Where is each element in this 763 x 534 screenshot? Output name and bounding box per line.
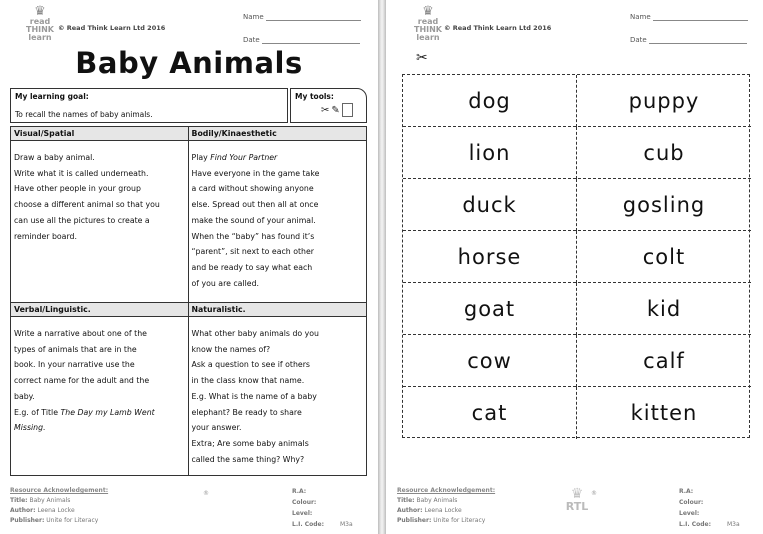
visual-spatial-heading: Visual/Spatial [11,127,188,141]
naturalistic-text: What other baby animals do you know the names of? Ask a question to see if others in the class know that name. E.g. What is the name of a baby elephant? Be ready to share your answer. Extra; Are some baby animals called the same thing? Why? [191,329,319,464]
resource-acknowledgement: Resource Acknowledgement: Title: Baby Animals Author: Leena Locke Publisher: Unite for Literacy [10,487,109,524]
copyright-text: © Read Think Learn Ltd 2016 [58,24,166,32]
italic-title: Find Your Partner [210,153,278,162]
bodily-kinaesthetic-heading: Bodily/Kinaesthetic [189,127,367,141]
learning-goal-label: My learning goal: [15,92,89,101]
bodily-kinaesthetic-cell [189,127,367,303]
baby-card-kitten[interactable]: kitten [630,401,698,425]
date-field: Date [243,36,360,44]
resource-acknowledgement: Resource Acknowledgement: Title: Baby Animals Author: Leena Locke Publisher: Unite for Literacy [397,487,496,524]
activity-grid [10,126,367,476]
crown-icon: ♛ [422,4,434,19]
baby-card-cub[interactable]: cub [643,141,685,165]
visual-spatial-cell [11,127,189,303]
read-think-learn-logo: ♛ read THINK learn [413,4,443,42]
bodily-kinaesthetic-text: Play Find Your Partner Have everyone in the game take a card without showing anyone else. Spread out then all at once make the sound of your animal. When the “baby” has found it’s “parent”, sit next to each other and be ready to say what each of you are called. [191,153,320,288]
page-title: Baby Animals [75,46,303,80]
adult-card-dog[interactable]: dog [403,75,577,127]
card-row [403,179,751,231]
rtl-watermark: ♛ RTL [562,488,592,513]
paper-icon [342,103,353,117]
name-field: Name [630,13,748,21]
pencils-icon: ✎ [331,105,340,116]
baby-card-gosling[interactable]: gosling [622,193,706,217]
card-row [403,75,751,127]
card-row [403,387,751,439]
card-row [403,231,751,283]
resource-codes: R.A: Colour: Level: L.I. Code: M3a [292,488,353,528]
card-row [403,283,751,335]
baby-card-puppy[interactable]: puppy [628,89,700,113]
page-gutter [378,0,386,534]
left-page [0,0,378,534]
name-field: Name [243,13,361,21]
tools-box [290,88,367,123]
word-cards [402,74,750,438]
learning-goal-box [10,88,288,123]
adult-card-duck[interactable]: duck [403,179,577,231]
baby-card-colt[interactable]: colt [642,245,686,269]
adult-card-goat[interactable]: goat [403,283,577,335]
registered-mark: ® [203,490,209,497]
adult-card-cow[interactable]: cow [403,335,577,387]
verbal-linguistic-cell [11,303,189,475]
adult-card-horse[interactable]: horse [403,231,577,283]
copyright-text: © Read Think Learn Ltd 2016 [444,24,552,32]
date-field: Date [630,36,747,44]
italic-title: The Day my Lamb Went [60,407,155,417]
card-row [403,335,751,387]
tools-label: My tools: [295,92,334,101]
scissors-icon: ✂ [321,105,330,116]
adult-card-cat[interactable]: cat [403,387,577,439]
italic-title: Missing. [14,423,46,433]
baby-card-calf[interactable]: calf [643,349,685,373]
verbal-linguistic-heading: Verbal/Linguistic. [11,303,188,317]
baby-card-kid[interactable]: kid [646,297,682,321]
card-row [403,127,751,179]
right-page [386,0,763,534]
crown-icon: ♛ [570,486,584,502]
verbal-linguistic-text: Write a narrative about one of the types of animals that are in the book. In your narrative use the correct name for the adult and the baby. E.g. of Title The Day my Lamb Went Missing. [14,329,155,433]
visual-spatial-text: Draw a baby animal. Write what it is called underneath. Have other people in your group choose a different animal so that you can use all the pictures to create a reminder board. [14,153,160,241]
read-think-learn-logo: ♛ read THINK learn [25,4,55,42]
naturalistic-heading: Naturalistic. [189,303,367,317]
scissors-icon: ✂ [416,50,428,66]
registered-mark: ® [591,490,597,497]
naturalistic-cell [189,303,367,475]
resource-codes: R.A: Colour: Level: L.I. Code: M3a [679,488,740,528]
crown-icon: ♛ [34,4,46,19]
learning-goal-text: To recall the names of baby animals. [15,110,153,119]
adult-card-lion[interactable]: lion [403,127,577,179]
